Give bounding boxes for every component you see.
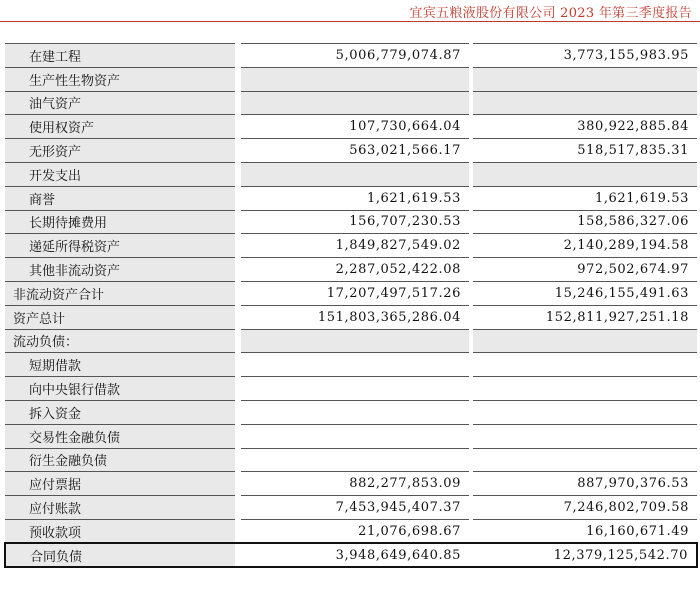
prior-period-value xyxy=(473,448,697,472)
row-label: 使用权资产 xyxy=(5,115,235,139)
row-label: 衍生金融负债 xyxy=(5,448,235,472)
table-row xyxy=(5,44,697,68)
table-row xyxy=(5,281,697,305)
table-row xyxy=(5,67,697,91)
current-period-value xyxy=(241,400,469,424)
row-label: 向中央银行借款 xyxy=(5,377,235,401)
current-period-value xyxy=(241,353,469,377)
current-period-value: 1,621,619.53 xyxy=(241,186,469,210)
current-period-value: 151,803,365,286.04 xyxy=(241,305,469,329)
prior-period-value: 7,246,802,709.58 xyxy=(473,496,697,520)
prior-period-value: 152,811,927,251.18 xyxy=(473,305,697,329)
prior-period-value: 518,517,835.31 xyxy=(473,139,697,163)
current-period-value: 156,707,230.53 xyxy=(241,210,469,234)
current-period-value: 107,730,664.04 xyxy=(241,115,469,139)
prior-period-value xyxy=(473,67,697,91)
current-period-value xyxy=(241,377,469,401)
report-title: 宜宾五粮液股份有限公司 2023 年第三季度报告 xyxy=(409,6,692,21)
prior-period-value xyxy=(473,377,697,401)
current-period-value xyxy=(241,91,469,115)
table-row xyxy=(5,377,697,401)
prior-period-value: 2,140,289,194.58 xyxy=(473,234,697,258)
row-label: 其他非流动资产 xyxy=(5,258,235,282)
page-header xyxy=(0,0,700,22)
current-period-value xyxy=(241,162,469,186)
row-label: 应付票据 xyxy=(5,472,235,496)
current-period-value: 5,006,779,074.87 xyxy=(241,44,469,68)
prior-period-value: 380,922,885.84 xyxy=(473,115,697,139)
row-label: 长期待摊费用 xyxy=(5,210,235,234)
table-row xyxy=(5,353,697,377)
current-period-value: 2,287,052,422.08 xyxy=(241,258,469,282)
prior-period-value: 158,586,327.06 xyxy=(473,210,697,234)
row-label: 无形资产 xyxy=(5,139,235,163)
table-row xyxy=(5,448,697,472)
row-label: 油气资产 xyxy=(5,91,235,115)
current-period-value: 21,076,698.67 xyxy=(241,519,469,543)
row-label: 合同负债 xyxy=(5,543,235,567)
table-row xyxy=(5,472,697,496)
table-row xyxy=(5,519,697,543)
row-label: 非流动资产合计 xyxy=(5,281,235,305)
row-label: 拆入资金 xyxy=(5,400,235,424)
balance-sheet-table xyxy=(4,43,698,568)
table-row xyxy=(5,210,697,234)
prior-period-value: 16,160,671.49 xyxy=(473,519,697,543)
current-period-value: 1,849,827,549.02 xyxy=(241,234,469,258)
current-period-value xyxy=(241,329,469,353)
row-label: 预收款项 xyxy=(5,519,235,543)
current-period-value: 3,948,649,640.85 xyxy=(241,543,469,567)
current-period-value: 882,277,853.09 xyxy=(241,472,469,496)
current-period-value xyxy=(241,448,469,472)
highlighted-row xyxy=(5,543,697,567)
section-heading: 流动负债： xyxy=(5,329,235,353)
row-label: 应付账款 xyxy=(5,496,235,520)
prior-period-value: 15,246,155,491.63 xyxy=(473,281,697,305)
current-period-value xyxy=(241,67,469,91)
table-row xyxy=(5,186,697,210)
row-label: 交易性金融负债 xyxy=(5,424,235,448)
table-row xyxy=(5,139,697,163)
prior-period-value xyxy=(473,424,697,448)
prior-period-value: 887,970,376.53 xyxy=(473,472,697,496)
row-label: 在建工程 xyxy=(5,44,235,68)
table-row xyxy=(5,496,697,520)
table-row xyxy=(5,162,697,186)
current-period-value: 7,453,945,407.37 xyxy=(241,496,469,520)
table-row xyxy=(5,424,697,448)
row-label: 资产总计 xyxy=(5,305,235,329)
prior-period-value: 12,379,125,542.70 xyxy=(473,543,697,567)
table-row xyxy=(5,258,697,282)
prior-period-value: 972,502,674.97 xyxy=(473,258,697,282)
row-label: 短期借款 xyxy=(5,353,235,377)
current-period-value: 17,207,497,517.26 xyxy=(241,281,469,305)
table-row xyxy=(5,234,697,258)
prior-period-value xyxy=(473,91,697,115)
table-row xyxy=(5,91,697,115)
prior-period-value xyxy=(473,400,697,424)
table-row xyxy=(5,400,697,424)
row-label: 商誉 xyxy=(5,186,235,210)
prior-period-value xyxy=(473,353,697,377)
prior-period-value: 3,773,155,983.95 xyxy=(473,44,697,68)
row-label: 开发支出 xyxy=(5,162,235,186)
row-label: 递延所得税资产 xyxy=(5,234,235,258)
table-row xyxy=(5,305,697,329)
prior-period-value xyxy=(473,162,697,186)
table-row xyxy=(5,329,697,353)
current-period-value xyxy=(241,424,469,448)
prior-period-value xyxy=(473,329,697,353)
prior-period-value: 1,621,619.53 xyxy=(473,186,697,210)
table-row xyxy=(5,115,697,139)
row-label: 生产性生物资产 xyxy=(5,67,235,91)
current-period-value: 563,021,566.17 xyxy=(241,139,469,163)
